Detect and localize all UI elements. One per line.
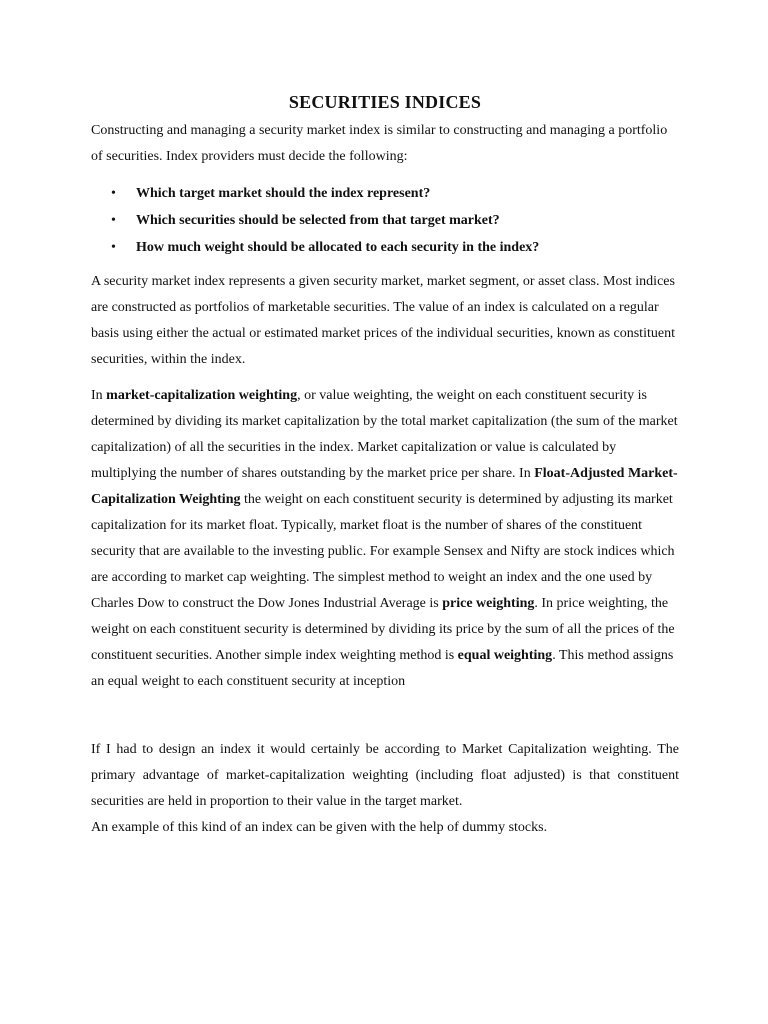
- text-run: , or value weighting, the weight on each constituent security is determined by dividing its market capitalization by the total market capitalization (the sum of the market capitalization) of all the securities in the index. Market capitalization or value is calculated by multiplying the number of shares outstanding by the market price per share. In: [91, 388, 678, 481]
- example-paragraph: An example of this kind of an index can be given with the help of dummy stocks.: [91, 820, 548, 835]
- list-item: [91, 180, 679, 207]
- list-item: [91, 207, 679, 234]
- term-market-cap-weighting: market-capitalization weighting: [106, 388, 298, 403]
- bullet-icon: •: [111, 186, 116, 201]
- document-page: [91, 90, 679, 841]
- text-run: . This method assigns an equal weight to each constituent security at inception: [91, 648, 674, 689]
- text-run: the weight on each constituent security is determined by adjusting its market capitalization for its market float. Typically, market float is the number of shares of the constituent security that are available to the investing public. For example Sensex and Nifty are stock indices which are according to market cap weighting. The simplest method to weight an index and the one used by Charles Dow to construct the Dow Jones Industrial Average is: [91, 492, 675, 611]
- list-item: [91, 234, 679, 261]
- weighting-methods-paragraph: [91, 383, 679, 695]
- text-run: In: [91, 388, 107, 403]
- index-definition-paragraph: A security market index represents a given security market, market segment, or asset class. Most indices are constructed as portfolios of marketable securities. The value of an index is calculated on a regular basis using either the actual or estimated market prices of the individual securities, known as constituent securities, within the index.: [91, 274, 675, 367]
- design-choice-paragraph: If I had to design an index it would certainly be according to Market Capitalization weighting. The primary advantage of market-capitalization weighting (including float adjusted) is that constituent securities are held in proportion to their value in the target market.: [91, 742, 679, 809]
- bullet-icon: •: [111, 213, 116, 228]
- paragraph-spacer: [91, 695, 679, 737]
- decision-list: [91, 180, 679, 261]
- list-item-text: Which securities should be selected from that target market?: [136, 213, 500, 228]
- term-equal-weighting: equal weighting: [457, 648, 553, 663]
- intro-paragraph: Constructing and managing a security market index is similar to constructing and managing a portfolio of securities. Index providers must decide the following:: [91, 123, 668, 164]
- text-run: . In price weighting, the weight on each constituent security is determined by dividing its price by the sum of all the prices of the constituent securities. Another simple index weighting method is: [91, 596, 675, 663]
- term-price-weighting: price weighting: [442, 596, 535, 611]
- bullet-icon: •: [111, 240, 116, 255]
- list-item-text: Which target market should the index represent?: [136, 186, 431, 201]
- page-title: SECURITIES INDICES: [288, 92, 482, 112]
- list-item-text: How much weight should be allocated to each security in the index?: [136, 240, 540, 255]
- term-float-adjusted-weighting: Float-Adjusted Market-Capitalization Weighting: [91, 466, 678, 507]
